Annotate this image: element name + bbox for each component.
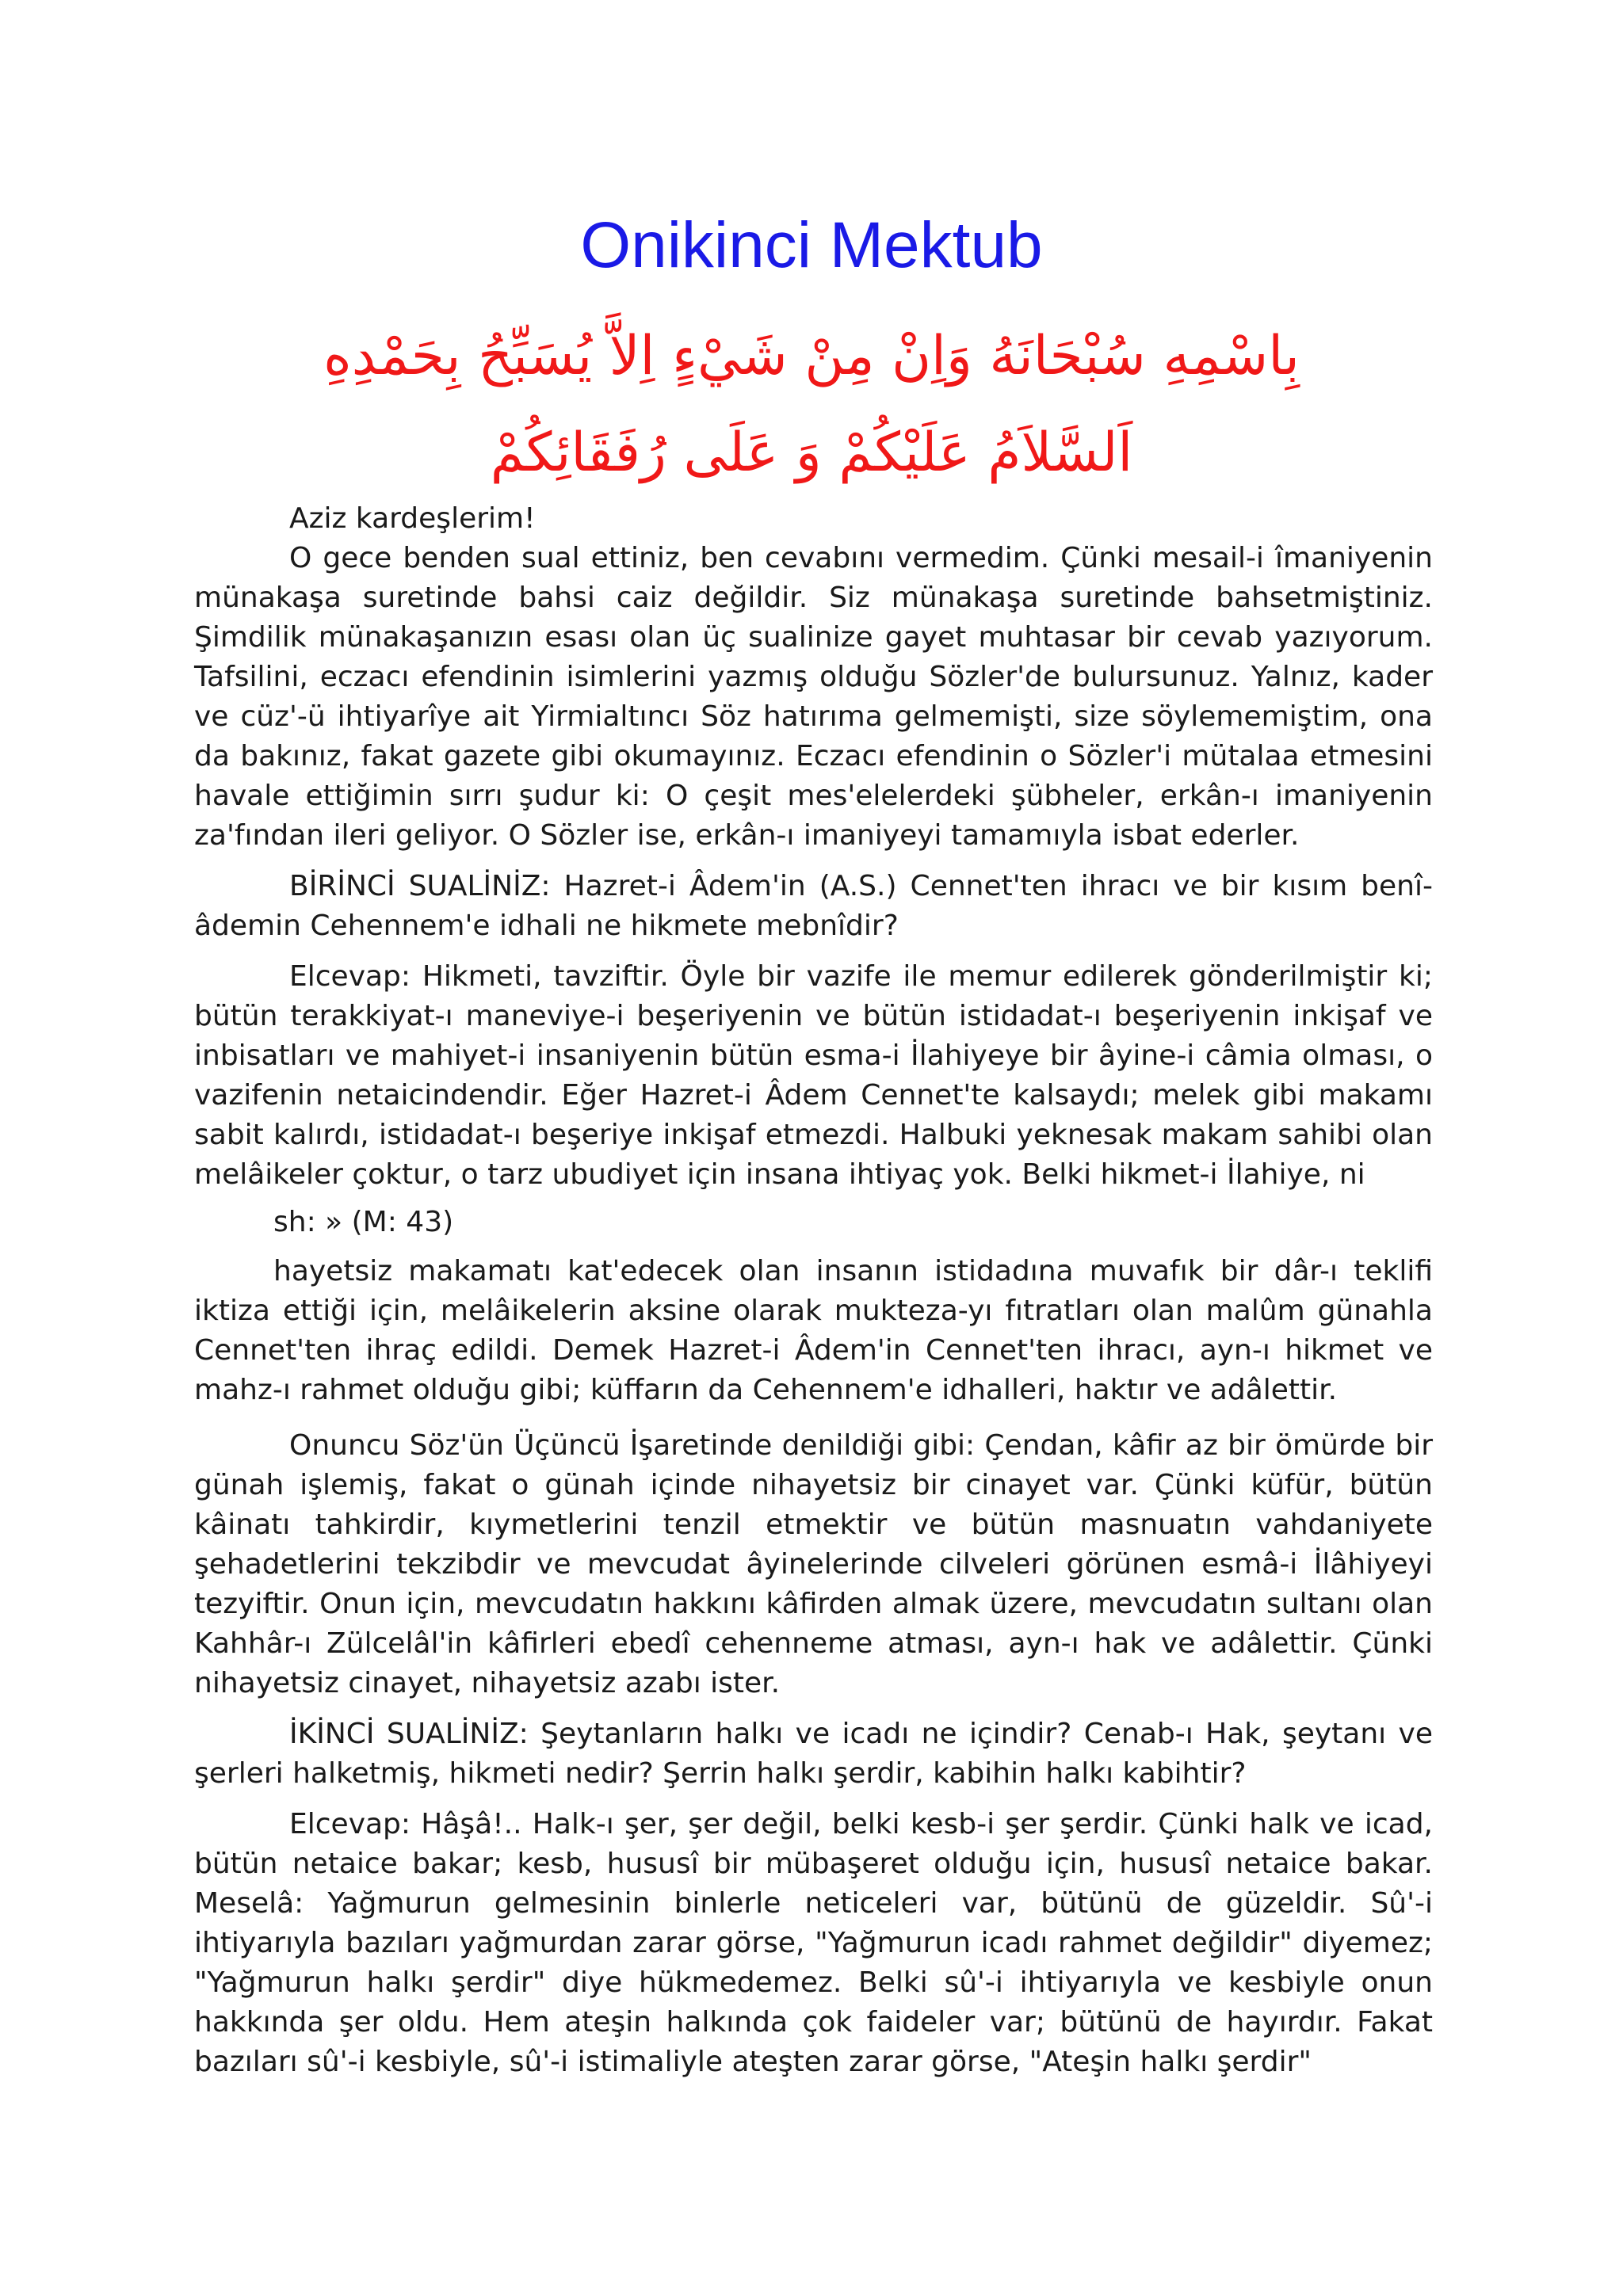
- page-title: Onikinci Mektub: [580, 209, 1043, 281]
- paragraph-intro: O gece benden sual ettiniz, ben cevabını vermedim. Çünki mesail-i îmaniyenin münakaşa suretinde bahsi caiz değildir. Siz münakaşa suretinde bahsetmiştiniz. Şimdilik münakaşanızın esası olan üç sualinize gayet muhtasar bir cevab yazıyorum. Tafsilini, eczacı efendinin isimlerini yazmış olduğu Sözler'de bulursunuz. Yalnız, kader ve cüz'-ü ihtiyarîye ait Yirmialtıncı Söz hatırıma gelmemişti, size söylememiştim, ona da bakınız, fakat gazete gibi okumayınız. Eczacı efendinin o Sözler'i mütalaa etmesini havale ettiğimin sırrı şudur ki: O çeşit mes'elelerdeki şübheler, erkân-ı imaniyenin za'fından ileri geliyor. O Sözler ise, erkân-ı imaniyeyi tamamıyla isbat ederler.: [194, 542, 1433, 852]
- paragraph-second-question: İKİNCİ SUALİNİZ: Şeytanların halkı ve icadı ne içindir? Cenab-ı Hak, şeytanı ve şerleri halketmiş, hikmeti nedir? Şerrin halkı şerdir, kabihin halkı kabihtir?: [194, 1718, 1433, 1790]
- paragraph-tenth-word: Onuncu Söz'ün Üçüncü İşaretinde denildiği gibi: Çendan, kâfir az bir ömürde bir günah işlemiş, fakat o günah içinde nihayetsiz bir cinayet var. Çünki küfür, bütün kâinatı tahkirdir, kıymetlerini tenzil etmektir ve bütün masnuatın vahdaniyete şehadetlerini tekzibdir ve mevcudat âyinelerinde cilveleri görünen esmâ-i İlâhiyeyi tezyiftir. Onun için, mevcudatın hakkını kâfirden almak üzere, mevcudatın sultanı olan Kahhâr-ı Zülcelâl'in kâfirleri ebedî cehenneme atması, ayn-ı hak ve adâlettir. Çünki nihayetsiz cinayet, nihayetsiz azabı ister.: [194, 1429, 1433, 1699]
- arabic-greeting-line: اَلسَّلاَمُ عَلَيْكُمْ وَ عَلَى رُفَقَائِكُمْ: [490, 421, 1133, 484]
- paragraph-first-answer: Elcevap: Hikmeti, tavziftir. Öyle bir vazife ile memur edilerek gönderilmiştir ki; bütün terakkiyat-ı maneviye-i beşeriyenin ve bütün istidadat-ı beşeriyenin inkişaf ve inbisatları ve mahiyet-i insaniyenin bütün esma-i İlahiyeye bir âyine-i câmia olması, o vazifenin netaicindendir. Eğer Hazret-i Âdem Cennet'te kalsaydı; melek gibi makamı sabit kalırdı, istidadat-ı beşeriye inkişaf etmezdi. Halbuki yeknesak makam sahibi olan melâikeler çoktur, o tarz ubudiyet için insana ihtiyaç yok. Belki hikmet-i İlahiye, ni: [194, 960, 1433, 1191]
- letter-body: [194, 499, 1433, 2082]
- paragraph-first-question: BİRİNCİ SUALİNİZ: Hazret-i Âdem'in (A.S.) Cennet'ten ihracı ve bir kısım benî-âdemin Cehennem'e idhali ne hikmete mebnîdir?: [194, 870, 1433, 942]
- page-reference: sh: » (M: 43): [273, 1206, 454, 1238]
- salutation: Aziz kardeşlerim!: [289, 502, 536, 535]
- paragraph-second-answer: Elcevap: Hâşâ!.. Halk-ı şer, şer değil, belki kesb-i şer şerdir. Çünki halk ve icad, bütün netaice bakar; kesb, hususî bir mübaşeret olduğu için, hususî netaice bakar. Meselâ: Yağmurun gelmesinin binlerle neticeleri var, bütünü de güzeldir. Sû'-i ihtiyarıyla bazıları yağmurdan zarar görse, "Yağmurun icadı rahmet değildir" diyemez; "Yağmurun halkı şerdir" diye hükmedemez. Belki sû'-i ihtiyarıyla ve kesbiyle onun hakkında şer oldu. Hem ateşin halkında çok faideler var; bütünü de hayırdır. Fakat bazıları sû'-i kesbiyle, sû'-i istimaliyle ateşten zarar görse, "Ateşin halkı şerdir": [194, 1808, 1433, 2078]
- paragraph-continuation: hayetsiz makamatı kat'edecek olan insanın istidadına muvafık bir dâr-ı teklifi iktiza ettiği için, melâikelerin aksine olarak mukteza-yı fıtratları olan malûm günahla Cennet'ten ihraç edildi. Demek Hazret-i Âdem'in Cennet'ten ihracı, ayn-ı hikmet ve mahz-ı rahmet olduğu gibi; küffarın da Cehennem'e idhalleri, haktır ve adâlettir.: [194, 1255, 1433, 1406]
- arabic-basmala-line: بِاسْمِهِ سُبْحَانَهُ وَاِنْ مِنْ شَيْءٍ اِلاَّ يُسَبِّحُ بِحَمْدِهِ: [323, 325, 1300, 387]
